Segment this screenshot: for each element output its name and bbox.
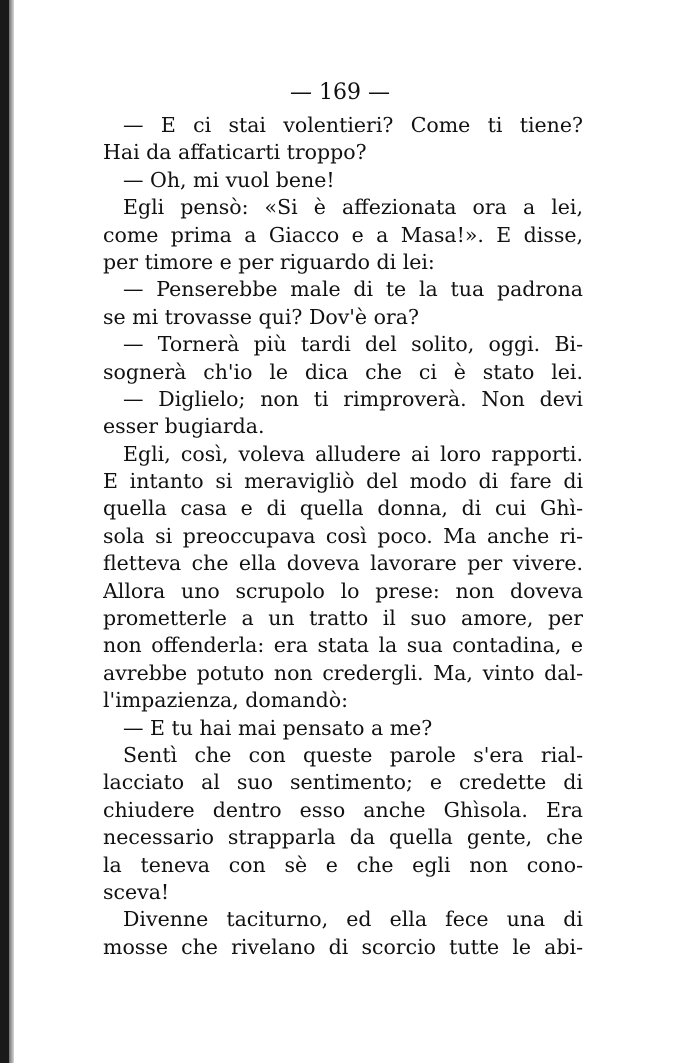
text-line: Allora uno scrupolo lo prese: non doveva bbox=[103, 578, 583, 603]
text-line: Hai da affaticarti troppo? bbox=[103, 140, 367, 165]
text-line: E intanto si meravigliò del modo di fare di bbox=[103, 469, 583, 494]
text-line: — Diglielo; non ti rimproverà. Non devi bbox=[123, 386, 583, 411]
text-line: fletteva che ella doveva lavorare per vivere. bbox=[103, 551, 583, 576]
text-line: Sentì che con queste parole s'era rial- bbox=[123, 742, 583, 767]
text-line: quella casa e di quella donna, di cui Ghì- bbox=[103, 496, 583, 521]
text-line: chiudere dentro esso anche Ghìsola. Era bbox=[103, 797, 583, 822]
text-line: se mi trovasse qui? Dov'è ora? bbox=[103, 304, 419, 329]
text-line: — E ci stai volentieri? Come ti tiene? bbox=[123, 113, 583, 137]
page-spine-edge bbox=[0, 0, 9, 1063]
text-line: Egli, così, voleva alludere ai loro rapporti. bbox=[123, 441, 583, 466]
text-line: esser bugiarda. bbox=[103, 414, 265, 439]
text-line: come prima a Giacco e a Masa!». E disse, bbox=[103, 222, 583, 247]
text-line: prometterle a un tratto il suo amore, per bbox=[103, 606, 583, 631]
text-line: mosse che rivelano di scorcio tutte le abi- bbox=[103, 934, 583, 959]
page-number: — 169 — bbox=[290, 80, 390, 105]
text-line: Divenne taciturno, ed ella fece una di bbox=[123, 907, 583, 932]
text-line: non offenderla: era stata la sua contadina, e bbox=[103, 633, 583, 658]
text-line: — Oh, mi vuol bene! bbox=[123, 167, 335, 192]
text-line: l'impazienza, domandò: bbox=[103, 688, 348, 713]
text-line: Egli pensò: «Si è affezionata ora a lei, bbox=[123, 195, 583, 220]
text-line: — Penserebbe male di te la tua padrona bbox=[123, 277, 583, 302]
text-line: avrebbe potuto non credergli. Ma, vinto dal- bbox=[103, 660, 583, 685]
text-line: per timore e per riguardo di lei: bbox=[103, 249, 435, 274]
text-line: — E tu hai mai pensato a me? bbox=[123, 715, 433, 740]
text-line: la teneva con sè e che egli non cono- bbox=[103, 852, 583, 877]
text-line: sola si preoccupava così poco. Ma anche ri- bbox=[103, 523, 583, 548]
text-line: sceva! bbox=[103, 879, 170, 904]
page-gutter-shadow bbox=[9, 0, 14, 1063]
text-line: lacciato al suo sentimento; e credette di bbox=[103, 770, 583, 795]
text-line: — Tornerà più tardi del solito, oggi. Bi- bbox=[123, 332, 583, 357]
text-line: necessario strapparla da quella gente, che bbox=[103, 825, 583, 850]
text-line: sognerà ch'io le dica che ci è stato lei. bbox=[103, 359, 583, 384]
body-text bbox=[103, 112, 583, 961]
